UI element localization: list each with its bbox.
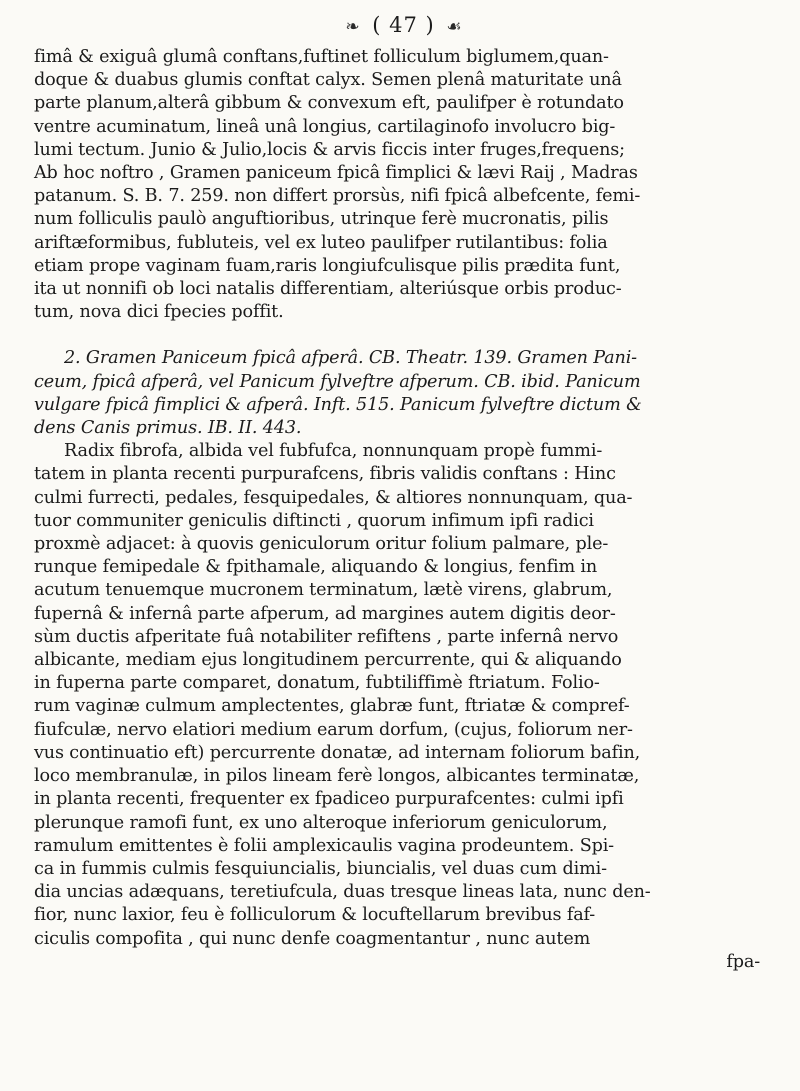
text-line: vulgare fpicâ fimplici & afperâ. Inft. 515. Panicum fylveftre dictum & xyxy=(34,394,642,415)
paragraph-gap xyxy=(34,324,774,347)
text-line: sùm ductis afperitate fuâ notabiliter refiftens , parte infernâ nervo xyxy=(34,626,619,647)
page-number: ( 47 ) xyxy=(372,13,435,37)
catchword: fpa- xyxy=(726,951,760,972)
text-line: in fuperna parte comparet, donatum, fubtiliffimè ftriatum. Folio- xyxy=(34,673,600,694)
text-line: dens Canis primus. IB. II. 443. xyxy=(34,418,302,439)
text-line: tum, nova dici fpecies poffit. xyxy=(34,302,284,323)
ornament-left-icon: ❧ xyxy=(345,17,361,37)
text-line: runque femipedale & fpithamale, aliquando & longius, fenfim in xyxy=(34,557,598,578)
paragraph-species-description xyxy=(34,440,774,950)
text-line: proxmè adjacet: à quovis geniculorum oritur folium palmare, ple- xyxy=(34,534,609,555)
text-line: Radix fibrofa, albida vel fubfufca, nonnunquam propè fummi- xyxy=(64,441,603,462)
paragraph-continued-description xyxy=(34,46,774,324)
text-line: fimâ & exiguâ glumâ conftans,fuftinet folliculum biglumem,quan- xyxy=(34,47,609,67)
text-line: fior, nunc laxior, feu è folliculorum & locuftellarum brevibus faf- xyxy=(34,905,596,926)
text-line: num folliculis paulò anguftioribus, utrinque ferè mucronatis, pilis xyxy=(34,209,609,230)
text-line: 2. Gramen Paniceum fpicâ afperâ. CB. Theatr. 139. Gramen Pani- xyxy=(64,348,637,369)
text-line: plerunque ramofi funt, ex uno alteroque inferiorum geniculorum, xyxy=(34,812,608,833)
text-line: patanum. S. B. 7. 259. non differt prorsùs, nifi fpicâ albefcente, femi- xyxy=(34,186,641,207)
text-line: ventre acuminatum, lineâ unâ longius, cartilaginofo involucro big- xyxy=(34,116,616,137)
text-line: lumi tectum. Junio & Julio,locis & arvis ficcis inter fruges,frequens; xyxy=(34,139,625,160)
text-line: etiam prope vaginam fuam,raris longiufculisque pilis prædita funt, xyxy=(34,255,621,276)
text-line: fiufculæ, nervo elatiori medium earum dorfum, (cujus, foliorum ner- xyxy=(34,719,633,740)
text-line: ca in fummis culmis fesquiuncialis, biuncialis, vel duas cum dimi- xyxy=(34,858,607,879)
text-line: Ab hoc noftro , Gramen paniceum fpicâ fimplici & lævi Raij , Madras xyxy=(34,163,638,184)
text-line: ramulum emittentes è folii amplexicaulis vagina prodeuntem. Spi- xyxy=(34,835,614,856)
text-line: vus continuatio eft) percurrente donatæ, ad internam foliorum bafin, xyxy=(34,742,641,763)
text-line: albicante, mediam ejus longitudinem percurrente, qui & aliquando xyxy=(34,650,622,671)
text-line: tatem in planta recenti purpurafcens, fibris validis conftans : Hinc xyxy=(34,464,616,485)
species-synonymy-heading xyxy=(34,347,774,440)
text-line: ita ut nonnifi ob loci natalis differentiam, alteriúsque orbis produc- xyxy=(34,279,622,300)
text-line: loco membranulæ, in pilos lineam ferè longos, albicantes terminatæ, xyxy=(34,766,640,787)
text-line: tuor communiter geniculis diftincti , quorum infimum ipfi radici xyxy=(34,510,594,531)
text-line: dia uncias adæquans, teretiufcula, duas tresque lineas lata, nunc den- xyxy=(34,882,651,903)
text-line: rum vaginæ culmum amplectentes, glabræ funt, ftriatæ & compref- xyxy=(34,696,630,717)
ornament-right-icon: ☙ xyxy=(446,17,463,37)
text-line: doque & duabus glumis conftat calyx. Semen plenâ maturitate unâ xyxy=(34,70,622,91)
page-header xyxy=(34,12,774,40)
text-line: acutum tenuemque mucronem terminatum, lætè virens, glabrum, xyxy=(34,580,613,601)
text-line: culmi furrecti, pedales, fesquipedales, & altiores nonnunquam, qua- xyxy=(34,487,633,508)
text-line: fupernâ & infernâ parte afperum, ad margines autem digitis deor- xyxy=(34,603,616,624)
text-line: parte planum,alterâ gibbum & convexum eft, paulifper è rotundato xyxy=(34,93,624,114)
text-line: in planta recenti, frequenter ex fpadiceo purpurafcentes: culmi ipfi xyxy=(34,789,624,810)
text-line: ariftæformibus, fubluteis, vel ex luteo paulifper rutilantibus: folia xyxy=(34,232,608,253)
text-line: ciculis compofita , qui nunc denfe coagmentantur , nunc autem xyxy=(34,928,591,949)
text-line: ceum, fpicâ afperâ, vel Panicum fylveftre afperum. CB. ibid. Panicum xyxy=(34,371,641,392)
